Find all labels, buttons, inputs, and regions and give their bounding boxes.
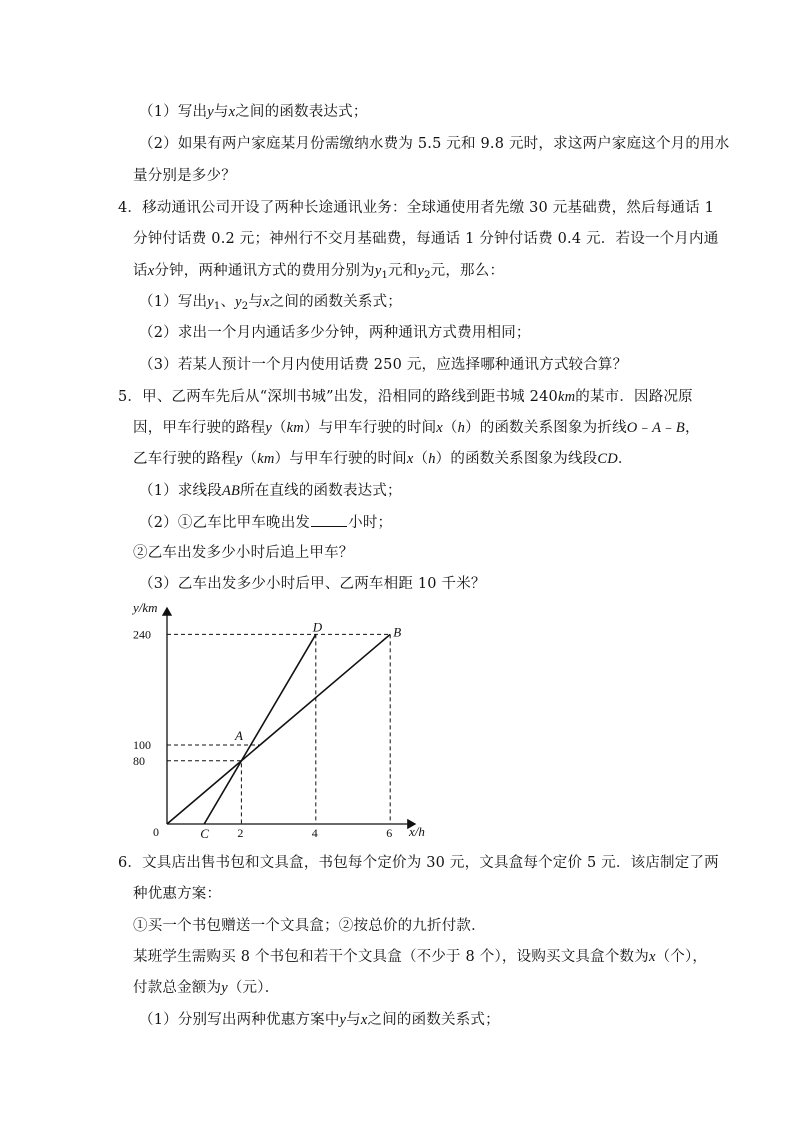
q4-part3: （3）若某人预计一个月内使用话费 250 元，应选择哪种通讯方式较合算？: [139, 357, 628, 373]
q6-stem-3: 某班学生需购买 8 个书包和若干个文具盒（不少于 8 个），设购买文具盒个数为x（个），: [133, 949, 708, 965]
q6-stem-1: 6．文具店出售书包和文具盒，书包每个定价为 30 元，文具盒每个定价 5 元．该店制定了两: [118, 855, 719, 871]
q6-stem-2: 种优惠方案：: [133, 886, 222, 902]
x-tick-label: 4: [311, 826, 318, 840]
x-tick-label: 6: [386, 826, 393, 840]
x-tick-label: 2: [237, 826, 244, 840]
q4-stem-3: 话x分钟，两种通讯方式的费用分别为$y_1$元和$y_2$元，那么：: [133, 263, 505, 281]
tick-labels: [133, 627, 392, 840]
q4-part1: （1）写出$y_1$、$y_2$与x之间的函数关系式；: [139, 294, 402, 312]
q3-part1: （1）写出y与x之间的函数表达式；: [139, 104, 368, 120]
y-tick-label: 80: [133, 753, 145, 768]
point-label-b: B: [393, 624, 402, 640]
series-line-0: [167, 634, 390, 824]
q4-stem-2: 分钟付话费 0.2 元；神州行不交月基础费，每通话 1 分钟付话费 0.4 元．若设一个月内通: [133, 231, 719, 247]
x-axis-label: x/h: [409, 824, 425, 839]
q6-options: ①买一个书包赠送一个文具盒；②按总价的九折付款．: [133, 918, 486, 934]
distance-time-graph: [125, 598, 445, 846]
q5-part1: （1）求线段AB所在直线的函数表达式；: [139, 483, 402, 499]
q3-part2-cont: 量分别是多少？: [133, 168, 236, 184]
series-lines: [167, 634, 390, 824]
q6-stem-4: 付款总金额为y（元）．: [133, 980, 280, 996]
point-label-a: A: [235, 728, 243, 743]
q5-part2-2: ②乙车出发多少小时后追上甲车？: [133, 545, 354, 561]
point-label-d: D: [312, 619, 323, 635]
q5-part2-1: （2）①乙车比甲车晚出发 小时；: [139, 512, 392, 533]
y-tick-label: 100: [133, 738, 151, 752]
q4-stem-1: 4．移动通讯公司开设了两种长途通讯业务：全球通使用者先缴 30 元基础费，然后每通话 1: [118, 200, 715, 216]
answer-blank: [311, 512, 347, 527]
origin-label: 0: [153, 825, 159, 839]
q6-part1: （1）分别写出两种优惠方案中y与x之间的函数关系式；: [139, 1012, 500, 1028]
q3-part2: （2）如果有两户家庭某月份需缴纳水费为 5.5 元和 9.8 元时，求这两户家庭这个月的用水: [139, 136, 730, 152]
series-line-1: [204, 634, 316, 824]
q5-stem-1: 5．甲、乙两车先后从“深圳书城”出发，沿相同的路线到距书城 240km的某市．因路况原: [118, 389, 693, 405]
q5-stem-3: 乙车行驶的路程y（km）与甲车行驶的时间x（h）的函数关系图象为线段CD．: [133, 451, 633, 467]
q4-part2: （2）求出一个月内通话多少分钟，两种通讯方式费用相同；: [139, 325, 531, 341]
point-label-c: C: [200, 826, 209, 841]
point-labels: [200, 619, 401, 841]
q5-stem-2: 因，甲车行驶的路程y（km）与甲车行驶的时间x（h）的函数关系图象为折线O﹣A﹣B，: [133, 420, 700, 436]
q5-part3: （3）乙车出发多少小时后甲、乙两车相距 10 千米？: [139, 576, 486, 592]
y-tick-label: 240: [133, 627, 151, 642]
y-axis-label: y/km: [133, 600, 158, 615]
